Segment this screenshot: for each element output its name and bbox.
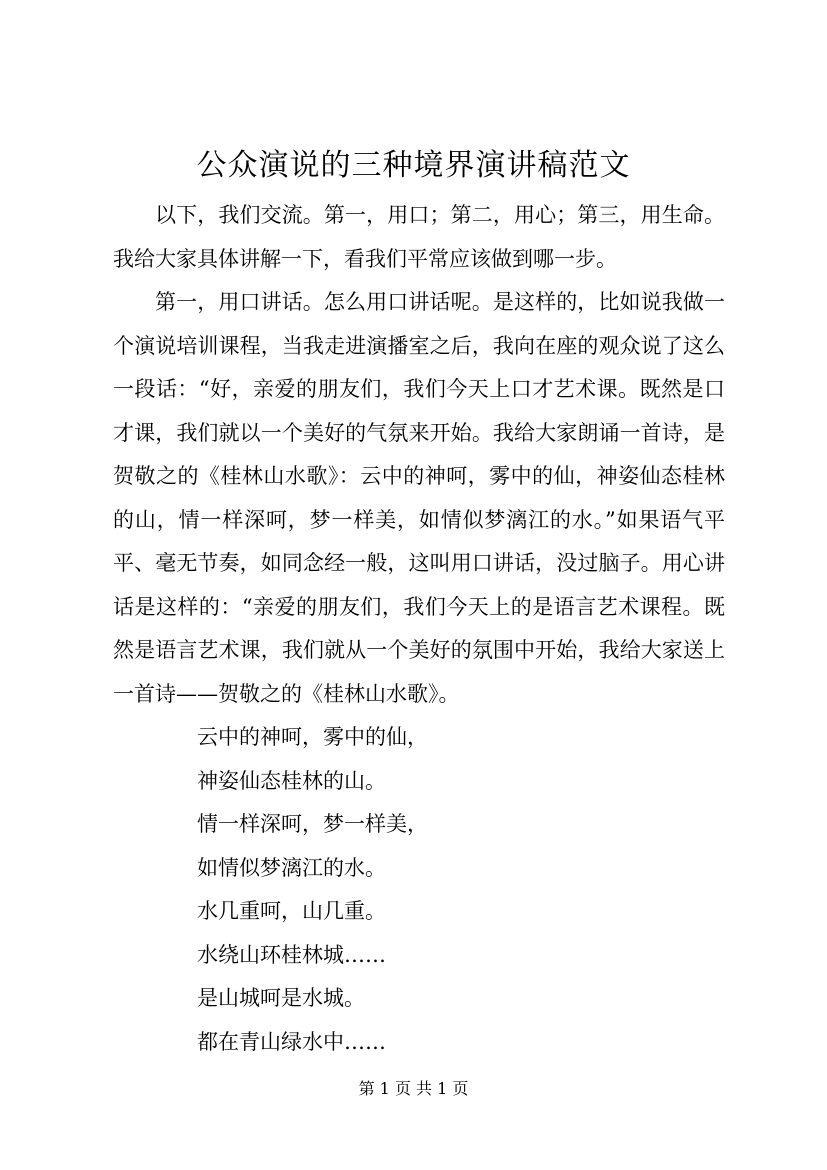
poem-line: 都在青山绿水中…… [197, 1029, 386, 1054]
poem-line: 云中的神呵，雾中的仙， [197, 725, 428, 749]
poem-line: 情一样深呵，梦一样美， [197, 812, 428, 836]
poem-line: 水绕山环桂林城…… [197, 942, 386, 967]
paragraph-2: 第一，用口讲话。怎么用口讲话呢。是这样的，比如说我做一个演说培训课程，当我走进演播室之后，我向在座的观众说了这么一段话：“好，亲爱的朋友们，我们今天上口才艺术课。既然是口才课，我们就以一个美好的气氛来开始。我给大家朗诵一首诗，是贺敬之的《桂林山水歌》：云中的神呵，雾中的仙，神姿仙态桂林的山，情一样深呵，梦一样美，如情似梦漓江的水。”如果语气平平、毫无节奏，如同念经一般，这叫用口讲话，没过脑子。用心讲话是这样的：“亲爱的朋友们，我们今天上的是语言艺术课程。既然是语言艺术课，我们就从一个美好的氛围中开始，我给大家送上一首诗——贺敬之的《桂林山水歌》。 [113, 290, 725, 706]
document-body [113, 194, 725, 1064]
poem-line: 水几重呵，山几重。 [197, 899, 386, 923]
poem-line: 如情似梦漓江的水。 [197, 855, 386, 880]
paragraph-1: 以下，我们交流。第一，用口；第二，用心；第三，用生命。我给大家具体讲解一下，看我们平常应该做到哪一步。 [113, 203, 725, 271]
poem-line: 是山城呵是水城。 [197, 986, 365, 1010]
poem-line: 神姿仙态桂林的山。 [197, 768, 386, 793]
poem-block [113, 716, 725, 1064]
page-footer: 第 1 页 共 1 页 [358, 1079, 469, 1098]
document-title: 公众演说的三种境界演讲稿范文 [196, 148, 631, 183]
